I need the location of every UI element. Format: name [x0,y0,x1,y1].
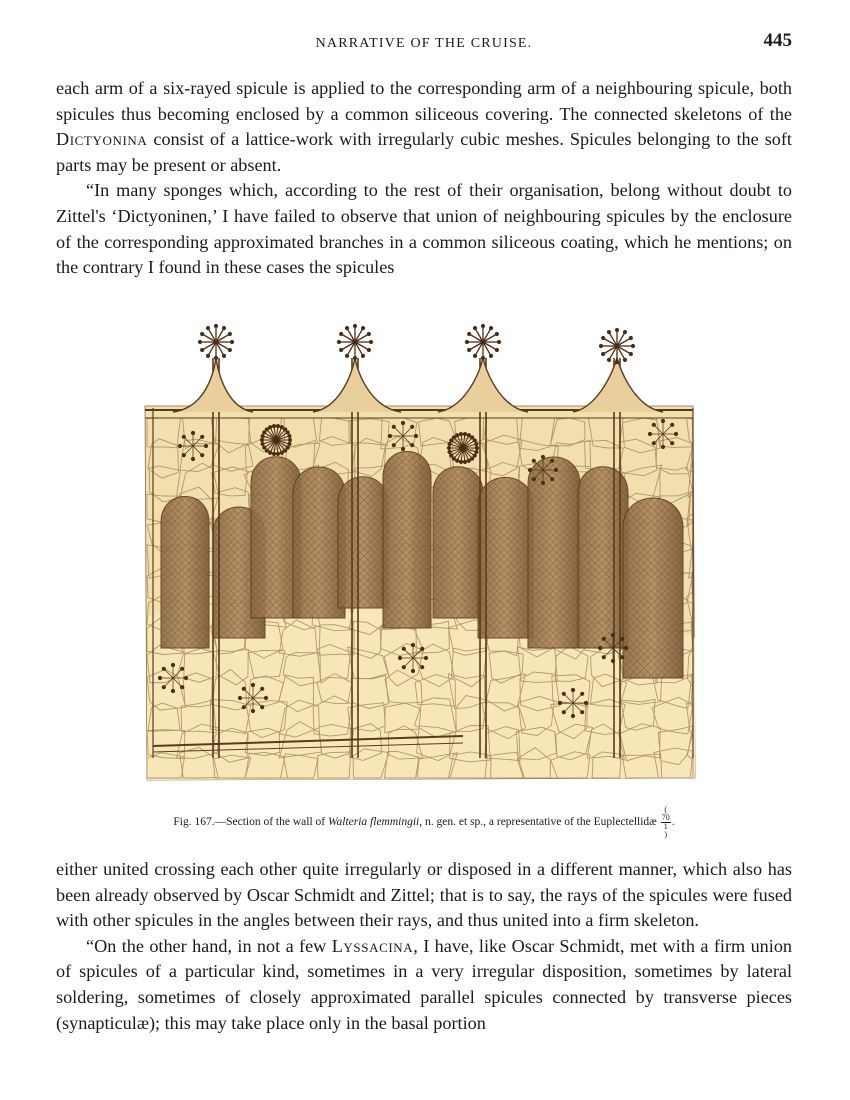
caption-text: , n. gen. et sp., a representative of the Euplectellidæ [419,816,660,829]
text-run: “On the other hand, in not a few [86,935,332,956]
paragraph [56,934,792,1036]
figure-caption [56,806,792,839]
caption-text: . [671,816,675,829]
scale-numerator: 70 [661,813,670,822]
paragraph: either united crossing each other quite irregularly or disposed in a different manner, which also has been already observed by Oscar Schmidt and Zittel; that is to say, the rays of the spicules were fused with other spicules in the angles between their rays, and thus united into a firm skeleton. [56,859,792,931]
body-text-top [56,76,792,281]
paragraph [56,76,792,178]
text-run: consist of a lattice-work with irregularly cubic meshes. Spicules belonging to the soft parts may be present or absent. [56,129,792,175]
sponge-wall-illustration [133,318,705,784]
engraving-image [133,318,705,784]
small-caps-term: Dictyonina [56,129,148,150]
small-caps-term: Lyssacina [331,935,414,956]
scale-fraction: ( 70 1 ) [661,805,670,839]
page-header [56,30,792,56]
caption-text: Fig. 167.—Section of the wall of [173,816,328,829]
scale-denominator: 1 [663,822,668,831]
body-text-bottom [56,857,792,1036]
caption-taxon: Walteria flemmingii [327,816,420,829]
running-title: NARRATIVE OF THE CRUISE. [315,36,533,51]
page-number: 445 [763,30,792,51]
text-run: , I have, like Oscar Schmidt, met with a firm union of spicules of a particular kind, sometimes in a very irregular disposition, sometimes by lateral soldering, sometimes of closely approximated parallel spicules connected by transverse pieces (synapticulæ); this may take place only in the basal portion [56,935,793,1033]
text-run: each arm of a six-rayed spicule is applied to the corresponding arm of a neighbouring spicule, both spicules thus becoming enclosed by a common siliceous covering. The connected skeletons of the [56,78,792,124]
paragraph: “In many sponges which, according to the rest of their organisation, belong without doubt to Zittel's ‘Dictyoninen,’ I have failed to observe that union of neighbouring spicules by the enclosure of the corresponding approximated branches in a common siliceous coating, which he mentions; on the contrary I found in these cases the spicules [56,180,792,278]
